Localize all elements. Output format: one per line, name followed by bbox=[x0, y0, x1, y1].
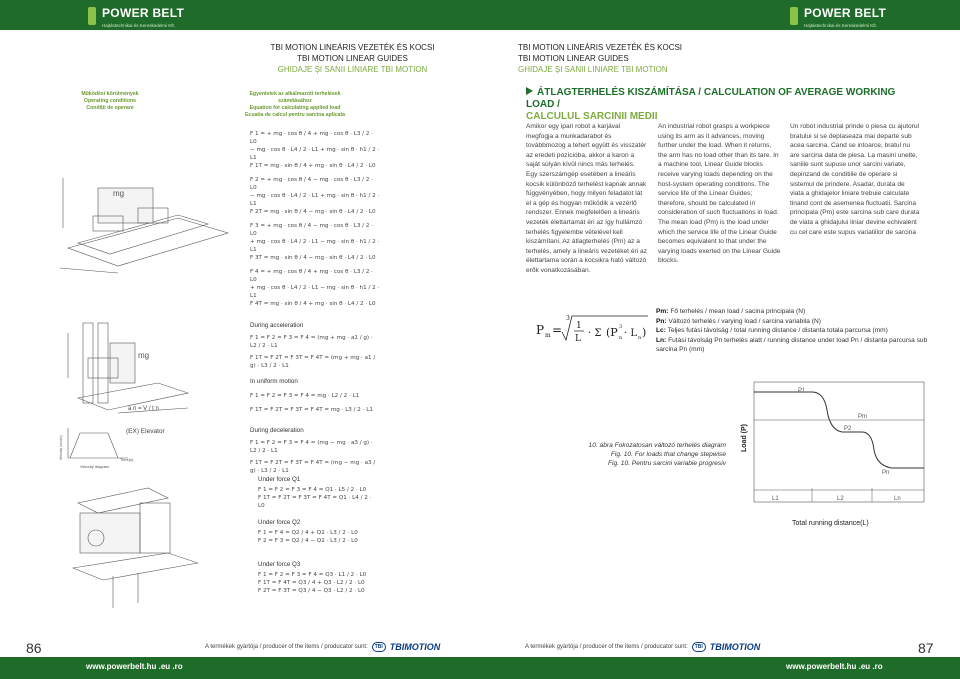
p2-label: P2 bbox=[844, 426, 852, 432]
producer-note-right: A termékek gyártója / producer of the items / producator sunt: TBI TBIMOTION bbox=[525, 642, 761, 652]
equations-base: F 1 = + mg · cos θ / 4 + mg · cos θ · L3 / 2 · L0 − mg · cos θ · L4 / 2 · L1 + mg · sin θ · h1 / 2 · L1 F 1T = mg · sin θ / 4 + mg · sin θ · L4 / 2 · L0 F 2 = + mg · cos θ / 4 − mg · cos θ · L3 / 2 · L0 − mg · cos θ · L4 / 2 · L1 + mg · sin θ · h1 / 2 · L1 F 2T = mg · sin θ / 4 − mg · sin θ · L4 / 2 · L0 F 3 = + mg · cos θ / 4 − mg · cos θ · L3 / 2 · L0 + mg · cos θ · L4 / 2 · L1 − mg · sin θ · h1 / 2 · L1 F 3T = mg · sin θ / 4 − mg · sin θ · L4 / 2 · L0 F 4 = + mg · cos θ / 4 + mg · cos θ · L3 / 2 · L0 + mg · cos θ · L4 / 2 · L1 − mg · sin θ · h1 / 2 · L1 F 4T = mg · sin θ / 4 + mg · sin θ · L4 / 2 · L0 bbox=[250, 131, 380, 307]
section-subtitle: CALCULUL SARCINII MEDII bbox=[526, 111, 658, 122]
brand-name: POWER BELT bbox=[804, 6, 887, 20]
velocity-diagram bbox=[68, 428, 128, 458]
powerbelt-logo-mark bbox=[88, 7, 96, 25]
svg-text:L: L bbox=[575, 334, 581, 344]
svg-text:3: 3 bbox=[619, 324, 623, 330]
mg-label-2: mg bbox=[138, 351, 150, 360]
load-axis-label: Load (P) bbox=[741, 424, 748, 452]
definition-pn: Pn: Változó terhelés / varying load / sarcina variabila (N) bbox=[656, 317, 821, 325]
tbi-brand: TBIMOTION bbox=[389, 642, 441, 652]
svg-text:3: 3 bbox=[566, 315, 570, 322]
definition-pm: Pm: Fő terhelés / mean load / sacina principala (N) bbox=[656, 308, 806, 315]
header-line-hu: TBI MOTION LINEÁRIS VEZETÉK ÉS KOCSI bbox=[270, 43, 435, 52]
operating-conditions-label: Működési körülmények Operating conditions Condiții de operare bbox=[81, 91, 139, 111]
svg-text:(P: (P bbox=[606, 326, 618, 339]
definition-ln: Ln: Futási távolság Pn terhelés alatt / running distance under load Pn / distanta parcursa sub sarcina Pn (mm) bbox=[656, 336, 928, 354]
mg-label: mg bbox=[113, 189, 125, 198]
force-block-diagram bbox=[73, 488, 198, 608]
under-force-q2-label: Under force Q2 bbox=[258, 519, 301, 526]
website-link-left[interactable]: www.powerbelt.hu .eu .ro bbox=[86, 662, 183, 671]
an-formula: a n = V / t n bbox=[128, 406, 159, 412]
pn-label: Pn bbox=[882, 470, 890, 476]
header-line-en: TBI MOTION LINEAR GUIDES bbox=[297, 54, 408, 63]
load-diagram bbox=[732, 380, 932, 532]
equations-q2: Under force Q2 F 1 = F 4 = Q2 / 4 + Q2 · L3 / 2 · L0 F 2 = F 3 = Q2 / 4 − Q2 · L3 / 2 · L0 bbox=[258, 519, 378, 545]
during-acceleration-label: During acceleration bbox=[250, 322, 304, 329]
paragraph-hu: Amikor egy ipari robot a karjával megfogja a munkadarabot és továbbmozog a tehert együtt és visszatér az eredeti pozícióba, akkor a karon a saját súlyán kívül nincs más terhelés. Egy szerszámgép esetében a lineáris kocsik különböző terhelést kapnak annak függvényében, hogy milyen feladatot lát el a gép és hogyan működik a vezérlő rendszer. Ennek megfelelően a lineáris vezeték élettartamát éri az így hullámzó terhelés figyelembe vételével kell kiszámítani. Az átlagterhelés (Pm) az a terhelés, amely a lineáris vezetéket éri az élettartama során a kocsikra ható változó erők vonatkozásában. bbox=[526, 123, 647, 274]
paragraph-en: An industrial robot grasps a workpiece using its arm as it advances, moving further under the load. When it returns, the arm has no load other than its tare. In a machine tool, Linear Guide blocks receive varying loads depending on the host-system operating conditions. The service life of the Linear Guides; therefore, should be calculated in consideration of such fluctuations in load. The mean load (Pm) is the load under which the service life of the Linear Guide becomes equivalent to that under the varying loads exerted on the Linear Guide blocks. bbox=[658, 123, 781, 265]
powerbelt-logo-mark bbox=[790, 7, 798, 25]
svg-text:): ) bbox=[642, 326, 647, 339]
page-number-right: 87 bbox=[918, 640, 934, 656]
distance-axis-label: Total running distance(L) bbox=[792, 520, 869, 527]
ln-label: Ln bbox=[894, 496, 901, 502]
powerbelt-logo-right bbox=[790, 6, 886, 26]
velocity-diagram-label: Velocity diagram bbox=[80, 464, 110, 469]
right-page-header bbox=[518, 42, 703, 75]
elevator-label: (EX) Elevator bbox=[126, 428, 165, 435]
under-force-q1-label: Under force Q1 bbox=[258, 476, 301, 483]
svg-text:P: P bbox=[536, 323, 545, 337]
p1-label: P1 bbox=[798, 388, 806, 394]
brand-tagline: Hajtástechnikai és Kereskedelmi Kft. bbox=[102, 23, 176, 28]
pm-label: Pm bbox=[858, 414, 867, 420]
left-page-header bbox=[250, 42, 455, 75]
tbi-logo-icon: TBI bbox=[692, 642, 706, 652]
definition-lc: Lc: Teljes futási távolság / total running distance / distanta totala parcursa (mm) bbox=[656, 327, 888, 335]
equations-deceleration: During deceleration F 1 = F 2 = F 3 = F 4 = (mg − mg · a3 / g) · L2 / 2 · L1 F 1T = F 2T = F 3T = F 4T = (mg − mg · a3 / g) · L3 / 2 · L1 bbox=[250, 427, 380, 475]
paragraph-ro: Un robot industrial prinde o piesa cu ajutorul bratului si se deplaseaza mai departe sub acea sarcina. Cand se intoarce, bratul nu are sarcina data de piesa. La masini unelte, saniile sunt supuse unor sarcini variate, depinzand de conditiile de operare si sistemul de prindere. Asadar, durata de viata a ghidajelor liniare trebuie calculate tinand cont de asemenea fluctuatii. Sarcina principala (Pm) este sarcina sub care durata de viata a ghidajului liniar devine echivalent cu cel care este supus variatiilor de sarcina bbox=[790, 123, 920, 236]
horizontal-slide-diagram bbox=[60, 178, 228, 273]
svg-text:1: 1 bbox=[576, 321, 582, 331]
website-link-right[interactable]: www.powerbelt.hu .eu .ro bbox=[786, 662, 883, 671]
equations-q1: Under force Q1 F 1 = F 2 = F 3 = F 4 = Q1 · L5 / 2 · L0 F 1T = F 2T = F 3T = F 4T = Q1 · L4 / 2 · L0 bbox=[258, 476, 378, 510]
svg-text:· L: · L bbox=[624, 328, 637, 339]
tbi-brand: TBIMOTION bbox=[709, 642, 761, 652]
time-axis-label: Time(s) bbox=[120, 457, 134, 462]
l2-label: L2 bbox=[837, 496, 844, 502]
svg-text:n: n bbox=[619, 335, 623, 341]
page-number-left: 86 bbox=[26, 640, 42, 656]
producer-note-left: A termékek gyártója / producer of the items / producator sunt: TBI TBIMOTION bbox=[205, 642, 441, 652]
definitions-list bbox=[656, 307, 936, 355]
figure-caption: 10. ábra Fokozatosan változó terhelés diagram Fig. 10. For loads that change stepwise Fig. 10. Pentru sarcini variabie progresiv bbox=[588, 442, 726, 467]
brand-name: POWER BELT bbox=[102, 6, 185, 20]
svg-text:n: n bbox=[638, 335, 642, 341]
equations-q3: Under force Q3 F 1 = F 2 = F 3 = F 4 = Q3 · L1 / 2 · L0 F 1T = F 4T = Q3 / 4 + Q3 · L2 / 2 · L0 F 2T = F 3T = Q3 / 4 − Q3 · L2 / 2 · L0 bbox=[258, 561, 378, 595]
section-title: ÁTLAGTERHELÉS KISZÁMÍTÁSA / CALCULATION OF AVERAGE WORKING LOAD / CALCULUL SARCINII MEDII bbox=[526, 87, 896, 122]
equations-acceleration: During acceleration F 1 = F 2 = F 3 = F 4 = (mg + mg · a1 / g) · L2 / 2 · L1 F 1T = F 2T = F 3T = F 4T = (mg + mg · a1 / g) · L3 / 2 · L1 bbox=[250, 322, 380, 370]
tbi-logo-icon: TBI bbox=[372, 642, 386, 652]
header-line-hu: TBI MOTION LINEÁRIS VEZETÉK ÉS KOCSI bbox=[518, 43, 683, 52]
svg-text:· Σ: · Σ bbox=[588, 328, 602, 339]
equation-label: Egyenletek az alkalmazott terhelések számításához Equation for calculating applied load Ecuatia de calcul pentru sarcina aplicata bbox=[244, 91, 346, 118]
velocity-axis-label: Velocity (m/sec) bbox=[59, 435, 63, 460]
brand-tagline: Hajtástechnikai és Kereskedelmi Kft. bbox=[804, 23, 878, 28]
header-line-en: TBI MOTION LINEAR GUIDES bbox=[518, 54, 629, 63]
during-deceleration-label: During deceleration bbox=[250, 427, 304, 434]
svg-text:m: m bbox=[545, 332, 551, 339]
header-line-ro: GHIDAJE ȘI SANII LINIARE TBI MOTION bbox=[277, 65, 428, 74]
l1-label: L1 bbox=[772, 496, 779, 502]
elevator-diagram bbox=[68, 323, 188, 413]
triangle-bullet-icon bbox=[526, 87, 533, 95]
under-force-q3-label: Under force Q3 bbox=[258, 561, 301, 568]
powerbelt-logo-left bbox=[88, 6, 184, 26]
svg-text:=: = bbox=[552, 323, 563, 337]
mean-load-formula bbox=[532, 310, 652, 350]
equations-uniform: In uniform motion F 1 = F 2 = F 3 = F 4 = mg · L2 / 2 · L1 F 1T = F 2T = F 3T = F 4T = mg · L3 / 2 · L1 bbox=[250, 378, 380, 414]
operating-conditions-diagrams bbox=[58, 118, 240, 638]
header-line-ro: GHIDAJE ȘI SANII LINIARE TBI MOTION bbox=[518, 65, 668, 74]
uniform-motion-label: In uniform motion bbox=[250, 378, 298, 385]
